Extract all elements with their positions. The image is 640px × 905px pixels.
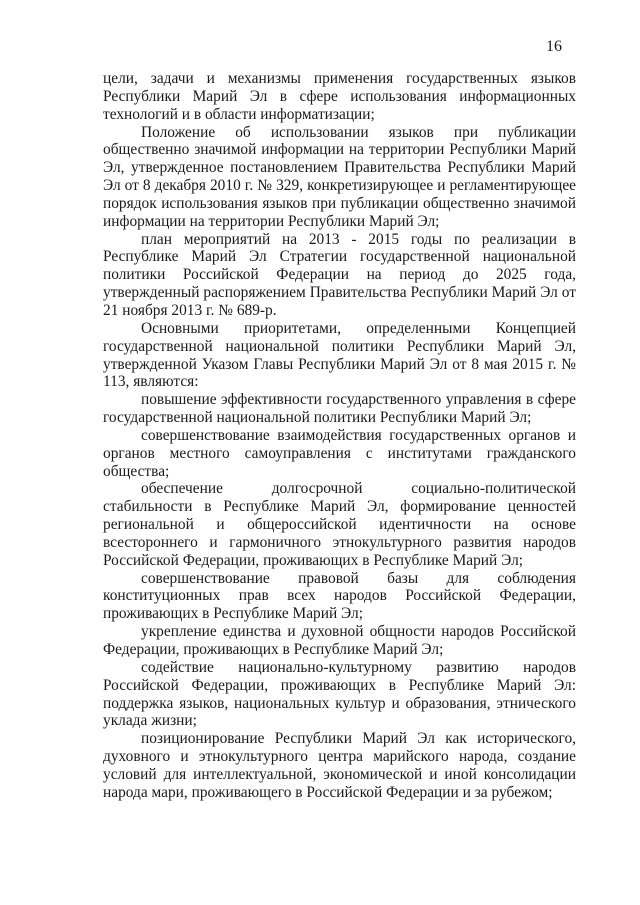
paragraph-publication-regulation: Положение об использовании языков при публикации общественно значимой информации на территории Республики Марий Эл, утвержденное постановлением Правительства Республики Марий Эл от 8 декабря 2010 г. № 329, конкретизирующее и регламентирующее порядок использования языков при публикации общественно значимой информации на территории Республики Марий Эл; [103, 123, 576, 230]
page-number: 16 [546, 38, 562, 55]
paragraph-priority-efficiency: повышение эффективности государственного управления в сфере государственной национальной политики Республики Марий Эл; [103, 391, 576, 427]
paragraph-action-plan: план мероприятий на 2013 - 2015 годы по реализации в Республике Марий Эл Стратегии государственной национальной политики Российской Федерации на период до 2025 года, утвержденный распоряжением Правительства Республики Марий Эл от 21 ноября 2013 г. № 689-р. [103, 230, 576, 319]
paragraph-priority-positioning: позиционирование Республики Марий Эл как исторического, духовного и этнокультурного центра марийского народа, создание условий для интеллектуальной, экономической и иной консолидации народа мари, проживающего в Российской Федерации и за рубежом; [103, 730, 576, 801]
paragraph-priority-legal-base: совершенствование правовой базы для соблюдения конституционных прав всех народов Российской Федерации, проживающих в Республике Марий Эл; [103, 569, 576, 623]
document-body [103, 70, 576, 802]
paragraph-priority-cooperation: совершенствование взаимодействия государственных органов и органов местного самоуправления с институтами гражданского общества; [103, 426, 576, 480]
paragraph-priority-cultural-development: содействие национально-культурному развитию народов Российской Федерации, проживающих в Республике Марий Эл: поддержка языков, национальных культур и образования, этнического уклада жизни; [103, 658, 576, 730]
paragraph-informatization-goals: цели, задачи и механизмы применения государственных языков Республики Марий Эл в сфере использования информационных технологий и в области информатизации; [103, 70, 576, 123]
paragraph-priority-stability: обеспечение долгосрочной социально-политической стабильности в Республике Марий Эл, формирование ценностей региональной и общероссийской идентичности на основе всестороннего и гармоничного этнокультурного развития народов Российской Федерации, проживающих в Республике Марий Эл; [103, 480, 576, 569]
paragraph-priorities-intro: Основными приоритетами, определенными Концепцией государственной национальной политики Республики Марий Эл, утвержденной Указом Главы Республики Марий Эл от 8 мая 2015 г. № 113, являются: [103, 319, 576, 391]
paragraph-priority-unity: укрепление единства и духовной общности народов Российской Федерации, проживающих в Республике Марий Эл; [103, 623, 576, 658]
